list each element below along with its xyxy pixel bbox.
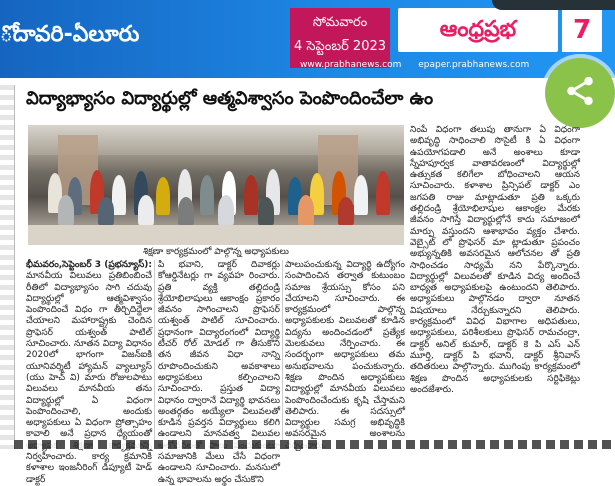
epaper-url[interactable]: epaper.prabhanews.com [418,60,530,70]
column-divider [282,260,283,440]
next-headline-strip [14,440,615,449]
adjacent-column-edge [0,85,15,449]
article-column-1 [26,260,152,485]
page-number: 7 [562,8,602,52]
share-icon [563,74,597,112]
photo-caption: శిక్షణా కార్యక్రమంలో పాల్గొన్న అధ్యాపకులు [143,247,289,257]
article-column-3: పాలుపంచుకున్న విద్యార్థి ఉద్యోగం సంపాదించిన తర్వాత కుటుంబం సమాజ శ్రేయస్సు కోసం పని చేయాలని సూచించారు. ఈ కార్యక్రమంలో పాల్గొన్న అధ్యాపకులకు విలువలతో కూడిన విద్యను అందించడంలో ప్రత్యేక మెలకువలు నేర్పించారు. ఈ సందర్భంగా అధ్యాపకులు తమ అనుభవాలను పంచుకున్నారు. శిక్షణ పొందిన అధ్యాపకులు విద్యార్థుల్లో మానవీయ విలువలు పెంపొందించేందుకు కృషి చేస్తామని తెలిపారు. ఈ సదస్సులో విద్యార్థుల సమగ్ర అభివృద్ధికి అవసరమైన అంశాలను [285,260,405,440]
date-box [290,8,390,68]
article-dateline: భీమవరం,సెప్టెంబర్ 3 (ప్రభన్యూస్): [26,260,152,270]
header-urls [300,60,543,70]
newspaper-brand: ఆంధ్రప్రభ [398,8,558,52]
column-1-text: మానవీయ విలువలు ప్రతిబింబించే రీతిలో విద్యాభ్యాసం సాగి చదువు విద్యార్థుల్లో ఆత్మవిశ్వాసం పెంపొందించే విధం గా తీర్చిదిద్దేలా చేయాలని మహారాష్ట్రకు చెందిన ప్రొఫెసర్ యశ్వంత్ పాటిల్ సూచించారు. నూతన విద్యా విధానం 2020లో భాగంగా విజన్ఐకి యూనివర్శిటీ హ్యామన్ వ్యాల్యూస్ (యు హెచ్ వి) మారు రోజులపాటు విలువలు మానవీయ తను విద్యార్థుల్లో ఏ విధంగా పెంపొందించాలి, అందుకు అధ్యాపకులు ఏ విధంగా ప్రోత్సాహం కావాలి అనే ప్రధాన ధ్యేయంతో నిర్వహించారు. కార్య క్రమానికి కళాశాల ఇంజనీరింగ్ డిప్యూటీ హెడ్ డాక్టర్ [26,271,152,485]
issue-date: 4 సెప్టెంబర్ 2023 [293,39,387,54]
article-column-4: నింపే విధంగా తలుపు తానుగా ఏ విధంగా అభివృద్ధి సాధించాలి సొసైటీ కి ఏ విధంగా ఉపయోగపడాలి అనే అంశాలు కూడా స్నేహపూర్వక వాతావరణంలో విద్యార్థుల్లో ఉత్సుకత కలిగేలా బోధించాలని ఆయన సూచించారు. కళాశాల ప్రిన్సిపల్ డాక్టర్ ఎం జగపతి రాజు మాట్లాడుతూ ప్రతి ఒక్కరు తల్లిదండ్రి శ్రేయోభిలాషుల ఆకాంక్షల మేరకు జీవనం సాగిస్తే విద్యార్థుల్లోనే కాదు సమాజంలో మార్పు వస్తుందని ఆశాభావం వ్యక్తం చేశారు. వెబ్సైట్ లో ప్రొఫెసర్ మా ట్లాడుతూ ప్రపంచం అభ్యున్నతికి అవసరమైన ఆలోచనల తో ప్రతి సాధించడం సాధ్యమే నని పేర్కొన్నారు. విద్యార్థుల్లో విలువలతో కూడిన విద్య అందించే బాధ్యత అధ్యాపకులపై ఉంటుందని తెలిపారు. అధ్యాపకులు పాల్గొనడం ద్వారా నూతన విషయాలు నేర్చుకున్నారని తెలిపారు. కార్యక్రమంలో వివిధ విభాగాల అధిపతులు, అధ్యాపకులు, పరిశీలకులు ప్రొఫెసర్ రామచంద్రా, డాక్టర్ అనిల్ కుమార్, డాక్టర్ కె పి ఎస్ ఎన్ మూర్తి, డాక్టర్ పి భవాని, డాక్టర్ శ్రీనివాస్ తదితరులు పాల్గొన్నారు. ముగింపు కార్యక్రమంలో శిక్షణ పొందిన అధ్యాపకులకు సర్టిఫికెట్లు అందజేశారు. [410,125,580,395]
article-headline: విద్యాభ్యాసం విద్యార్థుల్లో ఆత్మవిశ్వాసం పెంపొందించేలా ఉం [26,88,434,109]
weekday: సోమవారం [312,15,368,30]
column-divider [154,260,155,440]
website-url[interactable]: www.prabhanews.com [300,60,402,70]
corner-badge [492,0,615,10]
region-title: ోదావరి-ఏలూరు [0,22,140,47]
article-photo [28,125,404,245]
article-column-2: పి భవాని, డాక్టర్ దివాకర్లు కోఆర్డినేటర్లు గా వ్యవహ రించారు. ప్రతి వ్యక్తి తల్లిదండ్రి శ్రేయోభిలాషులు ఆకాంక్షం ప్రకారం జీవనం సాగించాలని ప్రొఫెసర్ యశ్వంత్ పాటిల్ సూచించారు. ప్రధానంగా విద్యారంగంలో విద్యార్థి టీచర్ రోల్ మోడల్ గా తీసుకొని తన జీవన విధా నాన్ని రూపొందించుకుని అవకాశాలు అధ్యాపకులు కల్పించాలని సూచించారు. ప్రస్తుత విద్యా విధానం ద్వారానే విద్యార్థి భావనలు అంతర్గతం అయ్యేలా విలువలతో కూడిన ప్రవర్తన విద్యార్థులు కలిగి ఉండాలని మానవత్వ విలువల సమాజానికి మేలు చేసే విధంగా ఉండాలని సూచించారు. మనసులో ఉన్న భావాలను అర్థం చేసుకొని [158,260,280,485]
